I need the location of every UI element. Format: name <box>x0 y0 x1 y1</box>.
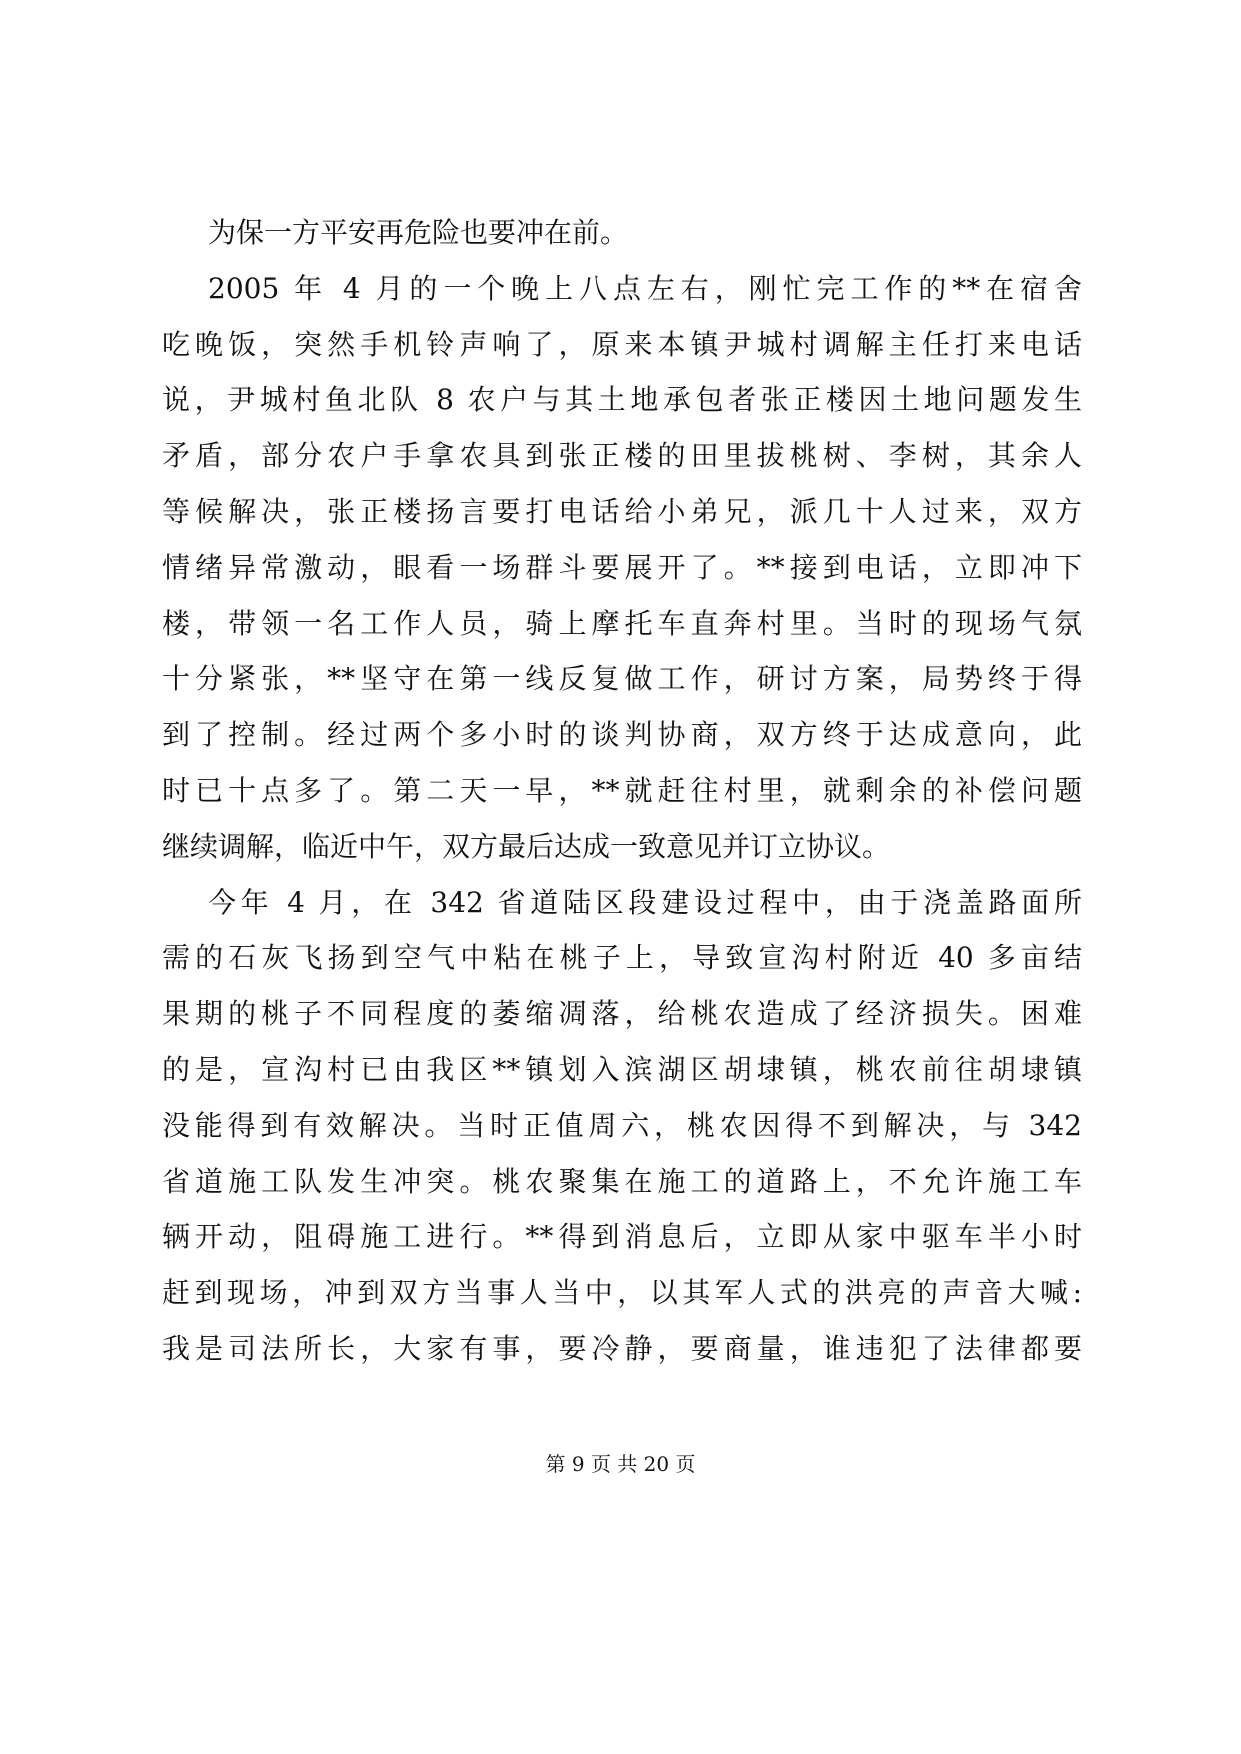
text-line: 的是，宣沟村已由我区**镇划入滨湖区胡埭镇，桃农前往胡埭镇 <box>162 1052 1082 1086</box>
text-line: 到了控制。经过两个多小时的谈判协商，双方终于达成意向，此 <box>162 718 1082 752</box>
paragraph <box>162 208 1082 264</box>
text-line: 时已十点多了。第二天一早，**就赶往村里，就剩余的补偿问题 <box>162 773 1082 807</box>
text-line: 我是司法所长，大家有事，要冷静，要商量，谁违犯了法律都要 <box>162 1331 1082 1365</box>
text-line: 赶到现场，冲到双方当事人当中，以其军人式的洪亮的声音大喊: <box>162 1276 1082 1310</box>
paragraph <box>162 264 1082 878</box>
page-number-footer: 第 9 页 共 20 页 <box>545 1452 696 1476</box>
text-line: 今年 4 月，在 342 省道陆区段建设过程中，由于浇盖路面所 <box>208 885 1082 919</box>
text-line: 等候解决，张正楼扬言要打电话给小弟兄，派几十人过来，双方 <box>162 494 1082 528</box>
paragraph <box>162 878 1082 1380</box>
text-line: 没能得到有效解决。当时正值周六，桃农因得不到解决，与 342 <box>162 1108 1082 1142</box>
text-line: 辆开动，阻碍施工进行。**得到消息后，立即从家中驱车半小时 <box>162 1220 1082 1254</box>
document-body <box>162 208 1082 1380</box>
text-line: 情绪异常激动，眼看一场群斗要展开了。**接到电话，立即冲下 <box>162 550 1082 584</box>
text-line: 省道施工队发生冲突。桃农聚集在施工的道路上，不允许施工车 <box>162 1164 1082 1198</box>
text-line: 十分紧张，**坚守在第一线反复做工作，研讨方案，局势终于得 <box>162 662 1082 696</box>
text-line: 吃晚饭，突然手机铃声响了，原来本镇尹城村调解主任打来电话 <box>162 327 1082 361</box>
text-line: 说，尹城村鱼北队 8 农户与其土地承包者张正楼因土地问题发生 <box>162 383 1082 417</box>
text-line: 继续调解，临近中午，双方最后达成一致意见并订立协议。 <box>162 829 891 863</box>
text-line: 为保一方平安再危险也要冲在前。 <box>208 216 629 249</box>
text-line: 果期的桃子不同程度的萎缩凋落，给桃农造成了经济损失。困难 <box>162 997 1082 1031</box>
text-line: 矛盾，部分农户手拿农具到张正楼的田里拔桃树、李树，其余人 <box>162 439 1082 473</box>
text-line: 2005 年 4 月的一个晚上八点左右，刚忙完工作的**在宿舍 <box>208 271 1082 305</box>
text-line: 楼，带领一名工作人员，骑上摩托车直奔村里。当时的现场气氛 <box>162 606 1082 640</box>
text-line: 需的石灰飞扬到空气中粘在桃子上，导致宣沟村附近 40 多亩结 <box>162 941 1082 975</box>
